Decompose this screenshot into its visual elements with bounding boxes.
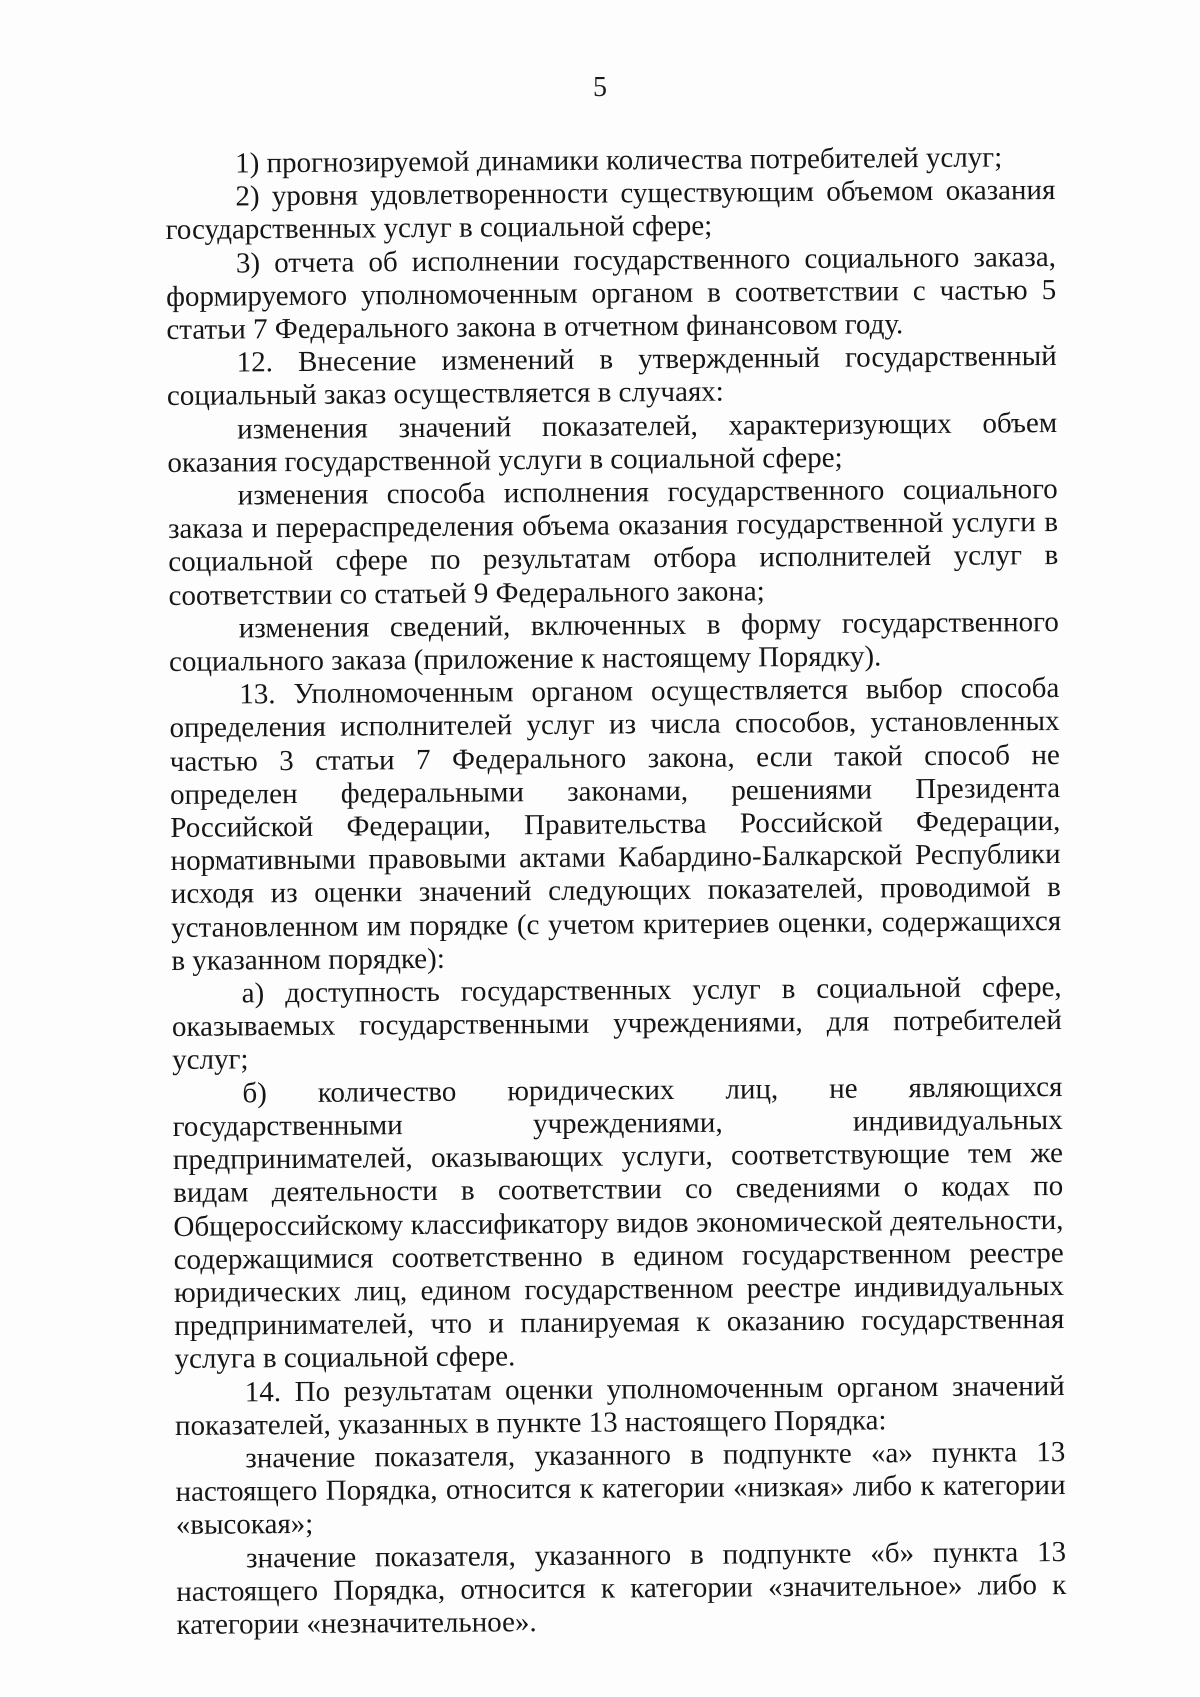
paragraph-indicator-a-category: значение показателя, указанного в подпункте «а» пункта 13 настоящего Порядка, относится к категории «низкая» либо к категории «высокая»; — [175, 1435, 1066, 1542]
paragraph-satisfaction-level: 2) уровня удовлетворенности существующим объемом оказания государственных услуг в социальной сфере; — [165, 174, 1056, 247]
page-number: 5 — [593, 72, 607, 103]
paragraph-execution-report: 3) отчета об исполнении государственного социального заказа, формируемого уполномоченным органом в соответствии с частью 5 статьи 7 Федерального закона в отчетном финансовом году. — [166, 240, 1057, 347]
paragraph-subitem-b: б) количество юридических лиц, не являющихся государственными учреждениями, индивидуальных предпринимателей, оказывающих услуги, соответствующие тем же видам деятельности в соответствии со сведениями о кодах по Общероссийскому классификатору видов экономической деятельности, содержащимися соответственно в едином государственном реестре юридических лиц, едином государственном реестре индивидуальных предпринимателей, что и планируемая к оказанию государственная услуга в социальной сфере. — [172, 1070, 1065, 1376]
paragraph-indicator-b-category: значение показателя, указанного в подпункте «б» пункта 13 настоящего Порядка, относится к категории «значительное» либо к категории «незначительное». — [176, 1535, 1067, 1641]
paragraph-change-info: изменения сведений, включенных в форму государственного социального заказа (приложение к настоящему Порядку). — [168, 605, 1059, 679]
paragraph-item-12: 12. Внесение изменений в утвержденный государственный социальный заказ осуществляется в случаях: — [166, 340, 1057, 413]
paragraph-item-14: 14. По результатам оценки уполномоченным органом значений показателей, указанных в пункте 13 настоящего Порядка: — [174, 1369, 1065, 1442]
paragraph-change-indicators: изменения значений показателей, характеризующих объем оказания государственной услуги в социальной сфере; — [167, 406, 1058, 479]
paragraph-change-method: изменения способа исполнения государственного социального заказа и перераспределения объема оказания государственной услуги в социальной сфере по результатам отбора исполнителей услуг в соответствии со статьей 9 Федерального закона; — [167, 473, 1059, 612]
document-body — [165, 141, 1067, 1642]
paragraph-item-13: 13. Уполномоченным органом осуществляется выбор способа определения исполнителей услуг из числа способов, установленных частью 3 статьи 7 Федерального закона, если такой способ не определен федеральными законами, решениями Президента Российской Федерации, Правительства Российской Федерации, нормативными правовыми актами Кабардино-Балкарской Республики исходя из оценки значений следующих показателей, проводимой в установленном им порядке (с учетом критериев оценки, содержащихся в указанном порядке): — [169, 672, 1062, 977]
paragraph-subitem-a: а) доступность государственных услуг в социальной сфере, оказываемых государственными учреждениями, для потребителей услуг; — [171, 971, 1063, 1077]
paragraph-forecast-dynamics: 1) прогнозируемой динамики количества потребителей услуг; — [234, 141, 1003, 180]
